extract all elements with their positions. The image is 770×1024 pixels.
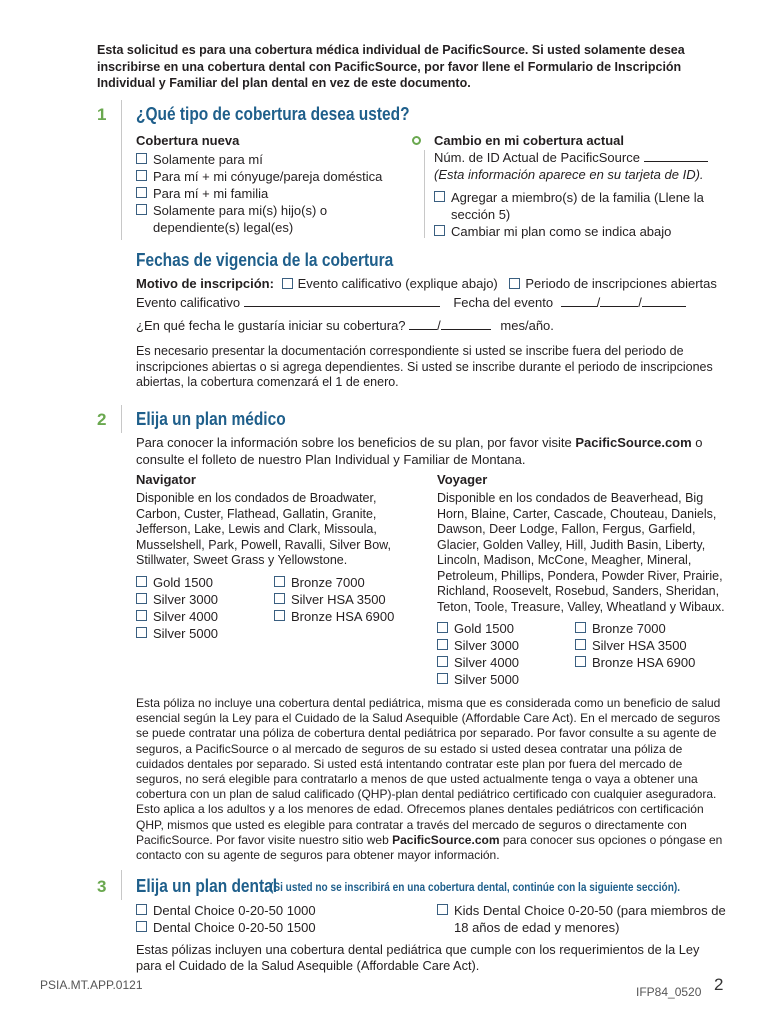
section-3-subtitle: (Si usted no se inscribirá en una cobertura dental, continúe con la siguiente sección).: [270, 880, 681, 894]
plan-option[interactable]: Silver HSA 3500: [274, 591, 394, 608]
checkbox[interactable]: [136, 153, 147, 164]
checkbox[interactable]: [274, 610, 285, 621]
section-3-title: Elija un plan dental: [136, 876, 278, 896]
checkbox[interactable]: [575, 656, 586, 667]
change-option-add-members[interactable]: Agregar a miembro(s) de la familia (Llene la sección 5): [434, 189, 734, 223]
checkbox[interactable]: [136, 904, 147, 915]
change-coverage-heading: Cambio en mi cobertura actual: [434, 133, 624, 148]
current-id-row: Núm. de ID Actual de PacificSource: [434, 149, 734, 166]
section-2-number: 2: [97, 410, 107, 429]
or-marker-icon: [412, 136, 421, 145]
section-3-divider: [121, 870, 122, 900]
checkbox[interactable]: [136, 593, 147, 604]
checkbox[interactable]: [437, 639, 448, 650]
coverage-option-family[interactable]: Para mí + mi familia: [136, 185, 406, 202]
checkbox[interactable]: [136, 170, 147, 181]
checkbox[interactable]: [136, 204, 147, 215]
pediatric-dental-note: Esta póliza no incluye una cobertura dental pediátrica, misma que es considerada como un beneficio de salud esencial según la Ley para el Cuidado de la Salud Asequible (Affordable Care Act). En el mercado de seguros se puede contratar una póliza de cobertura dental pediátrica por separado. Por favor consulte a su agente de seguros, a PacificSource o al mercado de seguros de su estado si usted desea contratar una póliza de cuidados dentales por separado. Si usted está intentando contratar este plan por fuera del mercado de seguros, no será elegible para contratarlo a menos de que usted actualmente tenga o vaya a obtener una cobertura con un plan de salud calificado (QHP)-plan dental pediátrico certificado con cualquier aseguradora. Esto aplica a los adultos y a los menores de edad. Ofrecemos planes dentales pediátricos con certificación QHP, mismos que usted es elegible para contratar a través del mercado de seguros o directamente con PacificSource. Por favor visite nuestro sitio web PacificSource.com para conocer sus opciones o póngase en contacto con su agente de seguros para obtener mayor información.: [136, 696, 723, 863]
kids-dental-plan-option[interactable]: Kids Dental Choice 0-20-50 (para miembros de 18 años de edad y menores): [437, 902, 732, 936]
section-1-divider: [121, 100, 122, 240]
plan-option[interactable]: Silver 3000: [136, 591, 274, 608]
start-month-field[interactable]: [409, 317, 437, 330]
coverage-option-spouse[interactable]: Para mí + mi cónyuge/pareja doméstica: [136, 168, 406, 185]
plan-option[interactable]: Silver 3000: [437, 637, 575, 654]
checkbox[interactable]: [434, 225, 445, 236]
pacificsource-site-link[interactable]: PacificSource.com: [392, 832, 500, 847]
checkbox[interactable]: [274, 576, 285, 587]
navigator-group: [136, 471, 411, 642]
coverage-option-children[interactable]: Solamente para mi(s) hijo(s) o dependiente(s) legal(es): [136, 202, 406, 236]
documentation-note: Es necesario presentar la documentación correspondiente si usted se inscribe fuera del periodo de inscripciones abiertas o si agrega dependientes. Si usted se inscribe durante el periodo de inscripciones abiertas, la cobertura comenzará el 1 de enero.: [136, 344, 713, 389]
plan-option[interactable]: Bronze 7000: [575, 620, 695, 637]
qualifying-event-checkbox[interactable]: [282, 278, 293, 289]
plan-option[interactable]: Bronze HSA 6900: [575, 654, 695, 671]
plan-option[interactable]: Gold 1500: [136, 574, 274, 591]
checkbox[interactable]: [575, 639, 586, 650]
dental-plan-right: [437, 902, 732, 936]
plan-option[interactable]: Silver 4000: [437, 654, 575, 671]
enrollment-reason-row: Motivo de inscripción: Evento calificativo (explique abajo) Periodo de inscripciones abiertas: [136, 276, 717, 291]
checkbox[interactable]: [437, 656, 448, 667]
checkbox[interactable]: [437, 904, 448, 915]
checkbox[interactable]: [136, 187, 147, 198]
section-3-number: 3: [97, 877, 107, 896]
voyager-group: [437, 471, 727, 688]
checkbox[interactable]: [437, 622, 448, 633]
id-note: (Esta información aparece en su tarjeta de ID).: [434, 167, 704, 182]
voyager-heading: Voyager: [437, 472, 488, 487]
event-year-field[interactable]: [642, 294, 686, 307]
checkbox[interactable]: [136, 921, 147, 932]
checkbox[interactable]: [136, 610, 147, 621]
plan-option[interactable]: Bronze HSA 6900: [274, 608, 394, 625]
section-1-title: ¿Qué tipo de cobertura desea usted?: [136, 104, 410, 124]
dental-plan-option[interactable]: Dental Choice 0-20-50 1500: [136, 919, 426, 936]
checkbox[interactable]: [274, 593, 285, 604]
coverage-option-self[interactable]: Solamente para mí: [136, 151, 406, 168]
checkbox[interactable]: [136, 627, 147, 638]
new-coverage-group: [136, 132, 406, 236]
change-coverage-group: [434, 132, 734, 240]
plan-option[interactable]: Bronze 7000: [274, 574, 394, 591]
change-option-change-plan[interactable]: Cambiar mi plan como se indica abajo: [434, 223, 734, 240]
checkbox[interactable]: [437, 673, 448, 684]
event-field[interactable]: [244, 294, 440, 307]
checkbox[interactable]: [136, 576, 147, 587]
open-enrollment-checkbox[interactable]: [509, 278, 520, 289]
plan-option[interactable]: Silver 4000: [136, 608, 274, 625]
section-2-divider: [121, 405, 122, 433]
section-1-number: 1: [97, 105, 107, 124]
dental-plans-left: [136, 902, 426, 936]
event-month-field[interactable]: [561, 294, 597, 307]
page-number: 2: [714, 975, 724, 994]
form-code-left: PSIA.MT.APP.0121: [40, 978, 143, 992]
dates-title: Fechas de vigencia de la cobertura: [136, 250, 394, 270]
section-2-title: Elija un plan médico: [136, 409, 286, 429]
checkbox[interactable]: [575, 622, 586, 633]
plan-option[interactable]: Gold 1500: [437, 620, 575, 637]
plan-option[interactable]: Silver 5000: [136, 625, 274, 642]
plan-option[interactable]: Silver 5000: [437, 671, 575, 688]
dental-note: Estas pólizas incluyen una cobertura dental pediátrica que cumple con los requerimientos de la Ley para el Cuidado de la Salud Asequible (Affordable Care Act).: [136, 942, 700, 973]
navigator-heading: Navigator: [136, 472, 196, 487]
intro-text: Esta solicitud es para una cobertura médica individual de PacificSource. Si usted solamente desea inscribirse en una cobertura dental con PacificSource, por favor llene el Formulario de Inscripción Individual y Familiar del plan dental en vez de este documento.: [97, 43, 685, 90]
plan-info-text: Para conocer la información sobre los beneficios de su plan, por favor visite PacificSource.com o consulte el folleto de nuestro Plan Individual y Familiar de Montana.: [136, 435, 703, 467]
start-date-row: ¿En qué fecha le gustaría iniciar su cobertura? / mes/año.: [136, 318, 554, 333]
pacificsource-link[interactable]: PacificSource.com: [575, 435, 692, 450]
plan-option[interactable]: Silver HSA 3500: [575, 637, 695, 654]
event-row: Evento calificativo Fecha del evento / /: [136, 294, 686, 311]
dental-plan-option[interactable]: Dental Choice 0-20-50 1000: [136, 902, 426, 919]
voyager-counties: Disponible en los condados de Beaverhead, Big Horn, Blaine, Carter, Cascade, Chouteau, Daniels, Dawson, Deer Lodge, Fallon, Fergus, Garfield, Glacier, Golden Valley, Hill, Judith Basin, Liberty, Lincoln, Madison, McCone, Meagher, Mineral, Petroleum, Phillips, Pondera, Powder River, Prairie, Richland, Roosevelt, Rosebud, Sanders, Sheridan, Teton, Toole, Treasure, Valley, Wheatland y Wibaux.: [437, 491, 725, 614]
form-code-right: IFP84_0520: [636, 985, 702, 999]
start-year-field[interactable]: [441, 317, 491, 330]
event-day-field[interactable]: [600, 294, 638, 307]
checkbox[interactable]: [434, 191, 445, 202]
new-coverage-heading: Cobertura nueva: [136, 133, 240, 148]
current-id-field[interactable]: [644, 149, 708, 162]
navigator-counties: Disponible en los condados de Broadwater, Carbon, Custer, Flathead, Gallatin, Granite, Jefferson, Lake, Lewis and Clark, Missoula, Musselshell, Park, Powell, Ravalli, Silver Bow, Stillwater, Sweet Grass y Yellowstone.: [136, 491, 391, 567]
or-divider: [424, 150, 425, 238]
